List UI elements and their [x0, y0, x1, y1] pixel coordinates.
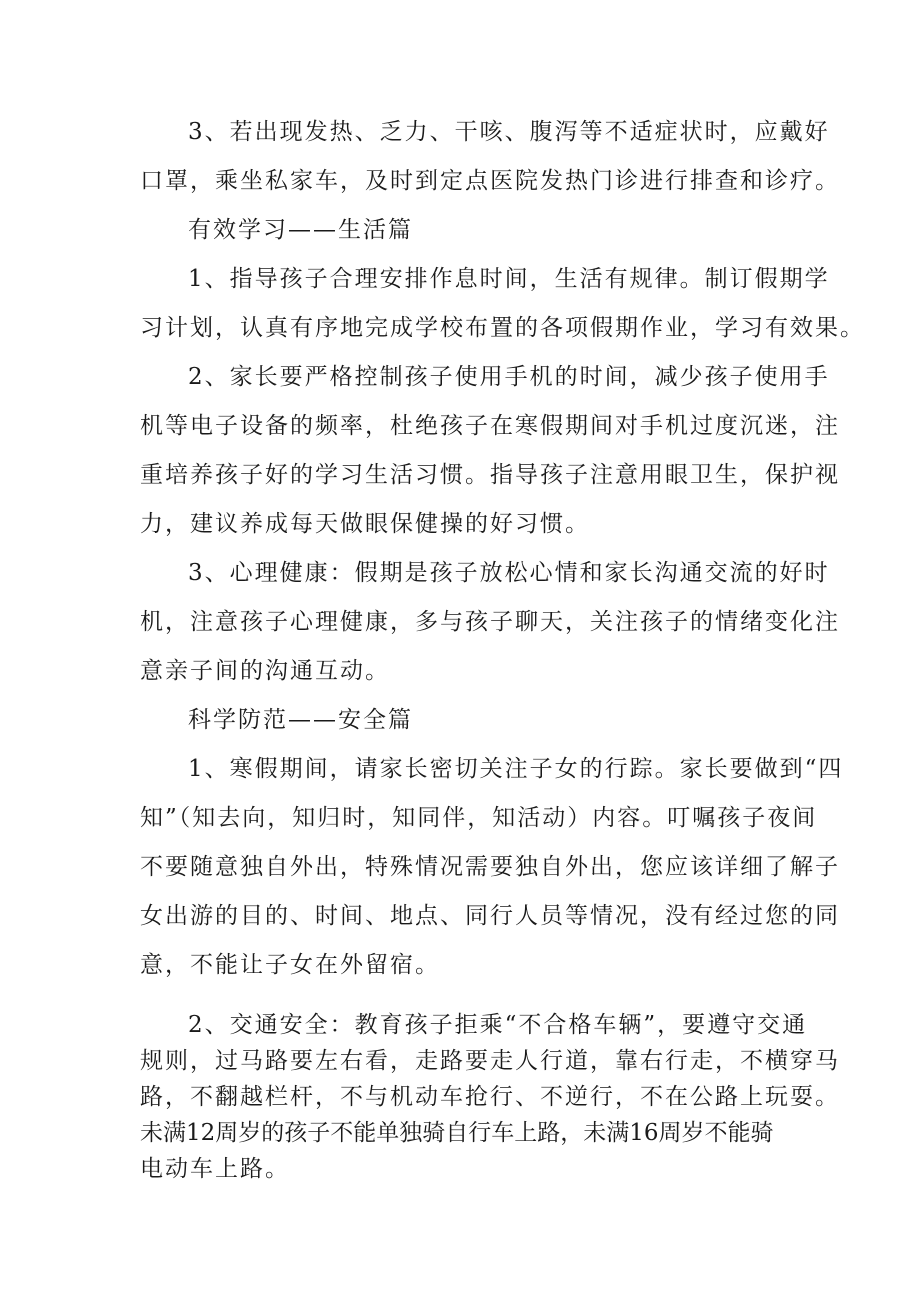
text-line: 3、若出现发热、乏力、干咳、腹泻等不适症状时，应戴好	[188, 119, 830, 145]
text-line: 路，不翻越栏杆，不与机动车抢行、不逆行，不在公路上玩耍。	[140, 1084, 840, 1110]
text-line: 女出游的目的、时间、地点、同行人员等情况，没有经过您的同	[140, 903, 840, 929]
text-line: 1、寒假期间，请家长密切关注子女的行踪。家长要做到“四	[188, 756, 844, 782]
text-line: 电动车上路。	[140, 1156, 290, 1182]
section-heading-safety: 科学防范——安全篇	[188, 707, 413, 733]
text-line: 机，注意孩子心理健康，多与孩子聊天，关注孩子的情绪变化注	[140, 609, 840, 635]
text-line: 口罩，乘坐私家车，及时到定点医院发热门诊进行排查和诊疗。	[140, 168, 840, 194]
text-line: 意，不能让子女在外留宿。	[140, 952, 440, 978]
text-line: 2、交通安全：教育孩子拒乘“不合格车辆”，要遵守交通	[188, 1012, 808, 1038]
text-line: 机等电子设备的频率，杜绝孩子在寒假期间对手机过度沉迷，注	[140, 413, 840, 439]
text-line: 1、指导孩子合理安排作息时间，生活有规律。制订假期学	[188, 266, 830, 292]
text-line: 规则，过马路要左右看，走路要走人行道，靠右行走，不横穿马	[140, 1048, 840, 1074]
text-line: 习计划，认真有序地完成学校布置的各项假期作业，学习有效果。	[140, 315, 865, 341]
text-line: 意亲子间的沟通互动。	[140, 658, 390, 684]
text-line: 重培养孩子好的学习生活习惯。指导孩子注意用眼卫生，保护视	[140, 462, 840, 488]
text-line: 不要随意独自外出，特殊情况需要独自外出，您应该详细了解子	[140, 854, 840, 880]
text-line: 未满12周岁的孩子不能单独骑自行车上路，未满16周岁不能骑	[140, 1120, 774, 1146]
text-line: 3、心理健康：假期是孩子放松心情和家长沟通交流的好时	[188, 560, 830, 586]
text-line: 力，建议养成每天做眼保健操的好习惯。	[140, 511, 590, 537]
section-heading-study: 有效学习——生活篇	[188, 217, 413, 243]
text-line: 知”（知去向，知归时，知同伴，知活动）内容。叮嘱孩子夜间	[140, 805, 818, 831]
text-line: 2、家长要严格控制孩子使用手机的时间，减少孩子使用手	[188, 364, 830, 390]
